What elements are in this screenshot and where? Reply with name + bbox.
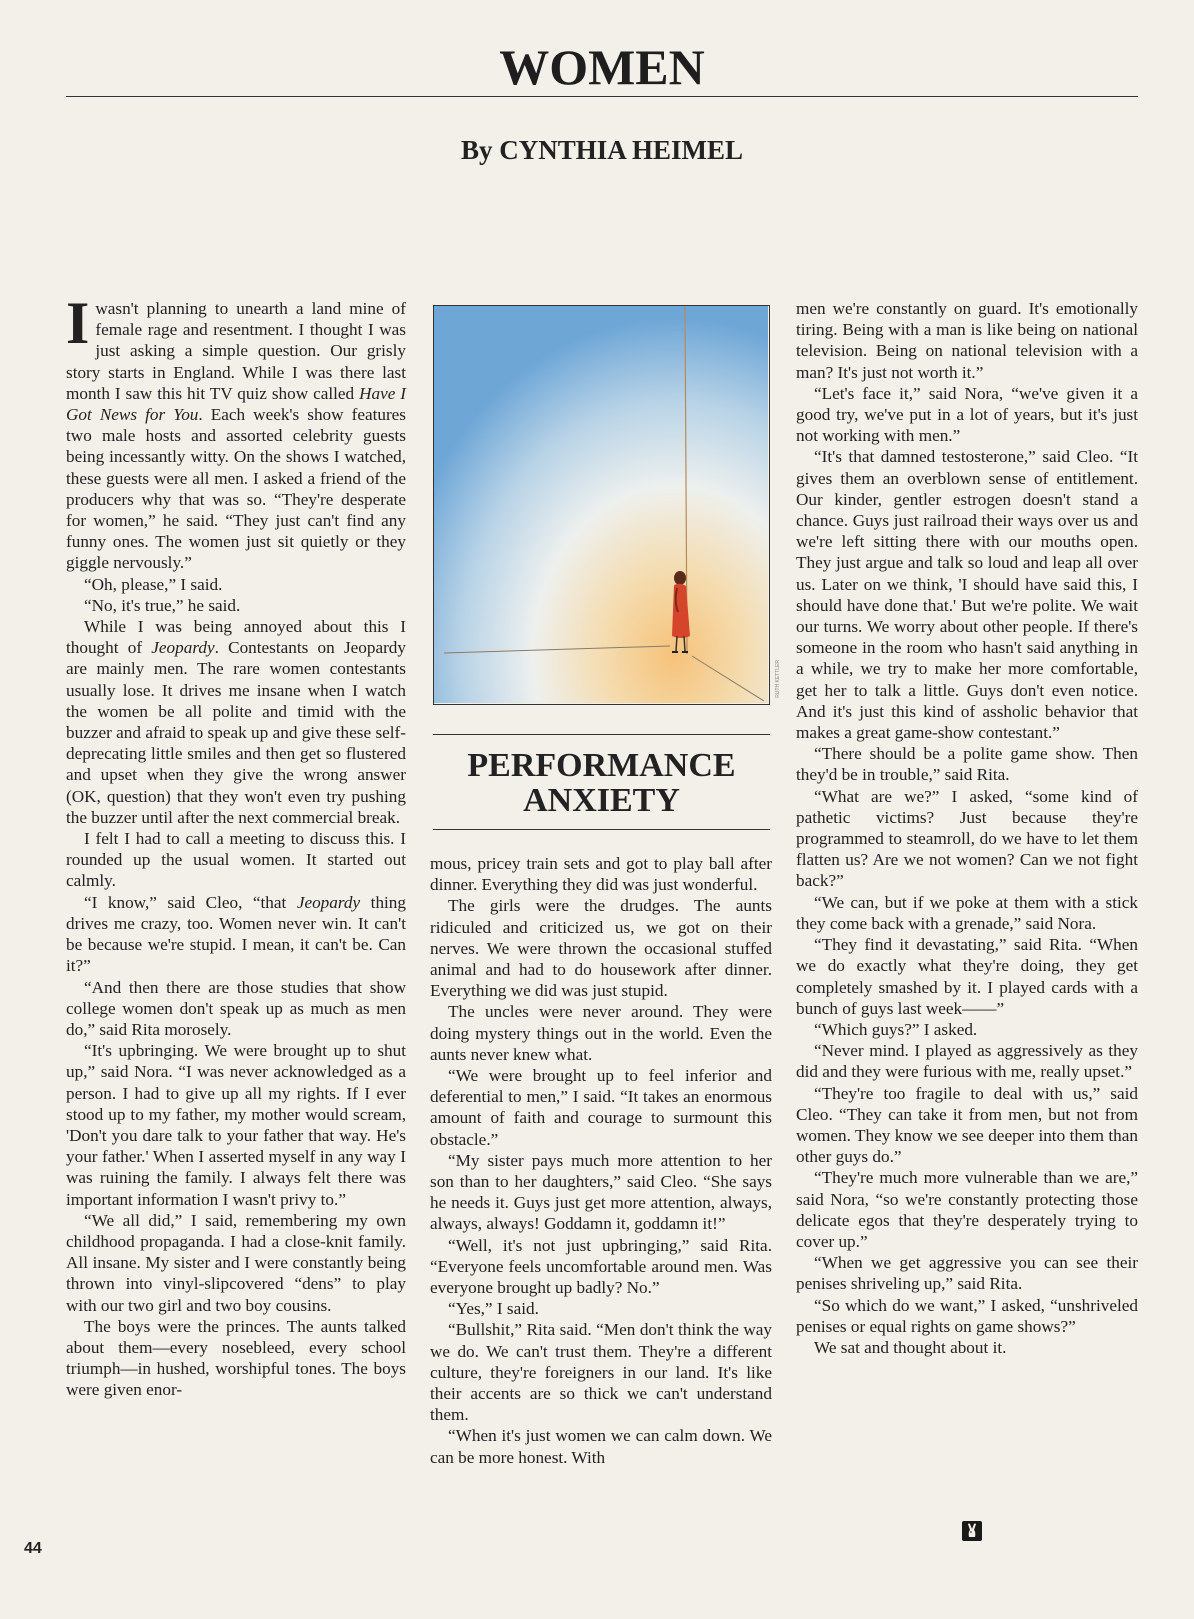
article-paragraph: [796, 1167, 1138, 1252]
paragraph-text: The boys were the princes. The aunts talked about them—every nosebleed, every school triumph—in hushed, worshipful tones. The boys were given enor-: [66, 1316, 406, 1400]
article-paragraph: [66, 977, 406, 1041]
article-column-3: [796, 298, 1138, 1358]
paragraph-text: “They're too fragile to deal with us,” said Cleo. “They can take it from men, but not from women. They know we see deeper into them than other guys do.”: [796, 1083, 1138, 1167]
paragraph-text: I felt I had to call a meeting to discuss this. I rounded up the usual women. It started out calmly.: [66, 829, 406, 891]
article-paragraph: [66, 595, 406, 616]
paragraph-text: “When we get aggressive you can see their penises shriveling up,” said Rita.: [796, 1253, 1138, 1294]
article-paragraph: [430, 895, 772, 1001]
paragraph-text: “We all did,” I said, remembering my own childhood propaganda. I had a close-knit family. All insane. My sister and I were constantly being thrown into vinyl-slipcovered “dens” to play with our two girl and two boy cousins.: [66, 1210, 406, 1315]
paragraph-text: While I was being annoyed about this I thought of: [66, 617, 406, 658]
paragraph-text: “They're much more vulnerable than we are,” said Nora, “so we're constantly protecting those delicate egos that they're desperately trying to cover up.”: [796, 1168, 1138, 1251]
paragraph-text: “What are we?” I asked, “some kind of pathetic victims? Just because they're programmed to steamroll, do we have to let them flatten us? Are we not women? Can we not fight back?”: [796, 786, 1138, 891]
article-paragraph: [430, 1298, 772, 1319]
drop-cap: I: [66, 290, 90, 356]
article-paragraph: [66, 828, 406, 892]
article-paragraph: [796, 1019, 1138, 1040]
paragraph-text-tail: . Contestants on Jeopardy are mainly men. The rare women contestants usually lose. It drives me insane when I watch the women be all polite and timid with the buzzer and afraid to speak up and give these self-deprecating little smiles and then get so flustered and upset when they give the wrong answer (OK, question) that they won't even try pushing the buzzer until after the next commercial break.: [66, 638, 406, 827]
paragraph-text: “And then there are those studies that show college women don't speak up as much as men do,” said Rita morosely.: [66, 977, 406, 1039]
article-paragraph: [430, 1319, 772, 1425]
paragraph-text: “Which guys?” I asked.: [814, 1019, 978, 1039]
article-paragraph: [796, 1083, 1138, 1168]
article-paragraph: [66, 574, 406, 595]
paragraph-text: “Never mind. I played as aggressively as they did and they were furious with me, really upset.”: [796, 1041, 1138, 1082]
article-paragraph: [796, 446, 1138, 743]
italic-title: Jeopardy: [151, 638, 215, 658]
article-paragraph: [796, 934, 1138, 1019]
feature-title: [433, 748, 770, 818]
paragraph-text: “My sister pays much more attention to her son than to her daughters,” said Cleo. “She says he needs it. Guys just get more attention, always, always, always! Goddamn it, goddamn it!”: [430, 1150, 772, 1234]
paragraph-text: wasn't planning to unearth a land mine of female rage and resentment. I thought I was just asking a simple question. Our grisly story starts in England. While I was there last month I saw this hit TV quiz show called: [66, 299, 406, 403]
article-paragraph: [430, 1235, 772, 1299]
article-paragraph: [796, 743, 1138, 785]
article-paragraph: [796, 1295, 1138, 1337]
article-paragraph: [796, 298, 1138, 383]
feature-title-line-1: PERFORMANCE: [467, 747, 736, 784]
paragraph-text: “When it's just women we can calm down. We can be more honest. With: [430, 1426, 772, 1467]
paragraph-text: We sat and thought about it.: [814, 1337, 1007, 1357]
article-paragraph: [796, 1337, 1138, 1358]
article-paragraph: [796, 1252, 1138, 1294]
header-rule: [66, 96, 1138, 97]
italic-title: Jeopardy: [296, 892, 361, 912]
article-paragraph: [430, 1065, 772, 1150]
feature-title-rule-top: [433, 734, 770, 735]
article-paragraph: [430, 1425, 772, 1467]
paragraph-text: “I know,” said Cleo, “that: [84, 892, 297, 912]
paragraph-text: “It's that damned testosterone,” said Cleo. “It gives them an overblown sense of entitlement. Our kinder, gentler estrogen doesn't stand a chance. Guys just railroad their ways over us and we're left sitting there with our mouths open. They just argue and talk so loud and leap all over us. Later on we think, 'I should have said this, I should have done that.' But we're polite. We wait our turns. We worry about other people. If there's someone in the room who hasn't said anything in a while, we try to make her more comfortable, get her to talk a little. Guys don't even notice. And it's just this kind of assholic behavior that makes a great game-show contestant.”: [796, 447, 1138, 743]
paragraph-text: “Oh, please,” I said.: [84, 574, 223, 594]
paragraph-text-tail: . Each week's show features two male hosts and assorted celebrity guests being incessantly witty. On the shows I watched, these guests were all men. I asked a friend of the producers why that was so. “They're desperate for women,” he said. “They just can't find any funny ones. The women just sit quietly or they giggle nervously.”: [66, 405, 406, 573]
paragraph-text: The girls were the drudges. The aunts ridiculed and criticized us, we got on their nerves. We were thrown the occasional stuffed animal and had to do housework after dinner. Everything we did was just stupid.: [430, 896, 772, 1001]
paragraph-text: “No, it's true,” he said.: [84, 595, 241, 615]
bunny-logo-icon: [962, 1521, 982, 1541]
article-paragraph: [66, 892, 406, 977]
paragraph-text: “We can, but if we poke at them with a stick they come back with a grenade,” said Nora.: [796, 892, 1138, 933]
article-paragraph: [430, 1150, 772, 1235]
paragraph-text: “They find it devastating,” said Rita. “When we do exactly what they're doing, they get completely smashed by it. I played cards with a bunch of guys last week——”: [796, 935, 1138, 1018]
paragraph-text: The uncles were never around. They were doing mystery things out in the world. Even the aunts never knew what.: [430, 1002, 772, 1064]
article-paragraph: [796, 786, 1138, 892]
article-column-1: [66, 290, 406, 1401]
feature-illustration: [433, 305, 770, 705]
paragraph-text: “Let's face it,” said Nora, “we've given it a good try, we've put in a lot of years, but it's just not working with men.”: [796, 383, 1138, 446]
article-paragraph: [66, 1040, 406, 1210]
article-paragraph: [66, 616, 406, 828]
paragraph-text: “It's upbringing. We were brought up to shut up,” said Nora. “I was never acknowledged as a person. I had to give up all my rights. If I ever stood up to my father, my mother would scream, 'Don't you dare talk to your father that way. He's your father.' When I asserted myself in any way I was ruining the family. I always felt there was important information I wasn't privy to.”: [66, 1041, 406, 1209]
paragraph-text: “So which do we want,” I asked, “unshriveled penises or equal rights on game shows?”: [796, 1295, 1138, 1336]
illustration-woman-in-corner-image: [434, 306, 768, 703]
article-paragraph: [66, 1316, 406, 1401]
article-paragraph: [430, 853, 772, 895]
illustration-credit: RUTH KETTLER: [775, 660, 781, 698]
article-column-2: [430, 853, 772, 1468]
paragraph-text: mous, pricey train sets and got to play ball after dinner. Everything they did was just wonderful.: [430, 854, 772, 895]
paragraph-text: “Yes,” I said.: [448, 1299, 539, 1319]
section-title: WOMEN: [499, 39, 705, 95]
paragraph-text: “Well, it's not just upbringing,” said Rita. “Everyone feels uncomfortable around men. Was everyone brought up badly? No.”: [430, 1235, 772, 1298]
article-paragraph: [796, 1040, 1138, 1082]
article-paragraph: [66, 290, 406, 574]
article-paragraph: [796, 892, 1138, 934]
byline: By CYNTHIA HEIMEL: [460, 135, 744, 165]
feature-title-line-2: ANXIETY: [523, 782, 680, 819]
paragraph-text: men we're constantly on guard. It's emotionally tiring. Being with a man is like being on national television. Being on national television with a man? It's just not worth it.”: [796, 299, 1138, 382]
paragraph-text: “We were brought up to feel inferior and deferential to men,” I said. “It takes an enormous amount of faith and courage to surmount this obstacle.”: [430, 1066, 772, 1149]
article-paragraph: [66, 1210, 406, 1316]
page-number: 44: [24, 1540, 42, 1557]
paragraph-text: “There should be a polite game show. Then they'd be in trouble,” said Rita.: [796, 744, 1138, 785]
paragraph-text: “Bullshit,” Rita said. “Men don't think the way we do. We can't trust them. They're a different culture, they're foreigners in our land. It's like their accents are so thick we can't understand them.: [430, 1320, 772, 1425]
article-paragraph: [430, 1001, 772, 1065]
article-paragraph: [796, 383, 1138, 447]
italic-title: Have I Got News for You: [66, 383, 406, 425]
section-header: [66, 38, 1138, 96]
feature-title-rule-bottom: [433, 829, 770, 830]
paragraph-text-tail: thing drives me crazy, too. Women never win. It can't be because we're stupid. I mean, it can't be. Can it?”: [66, 892, 406, 976]
